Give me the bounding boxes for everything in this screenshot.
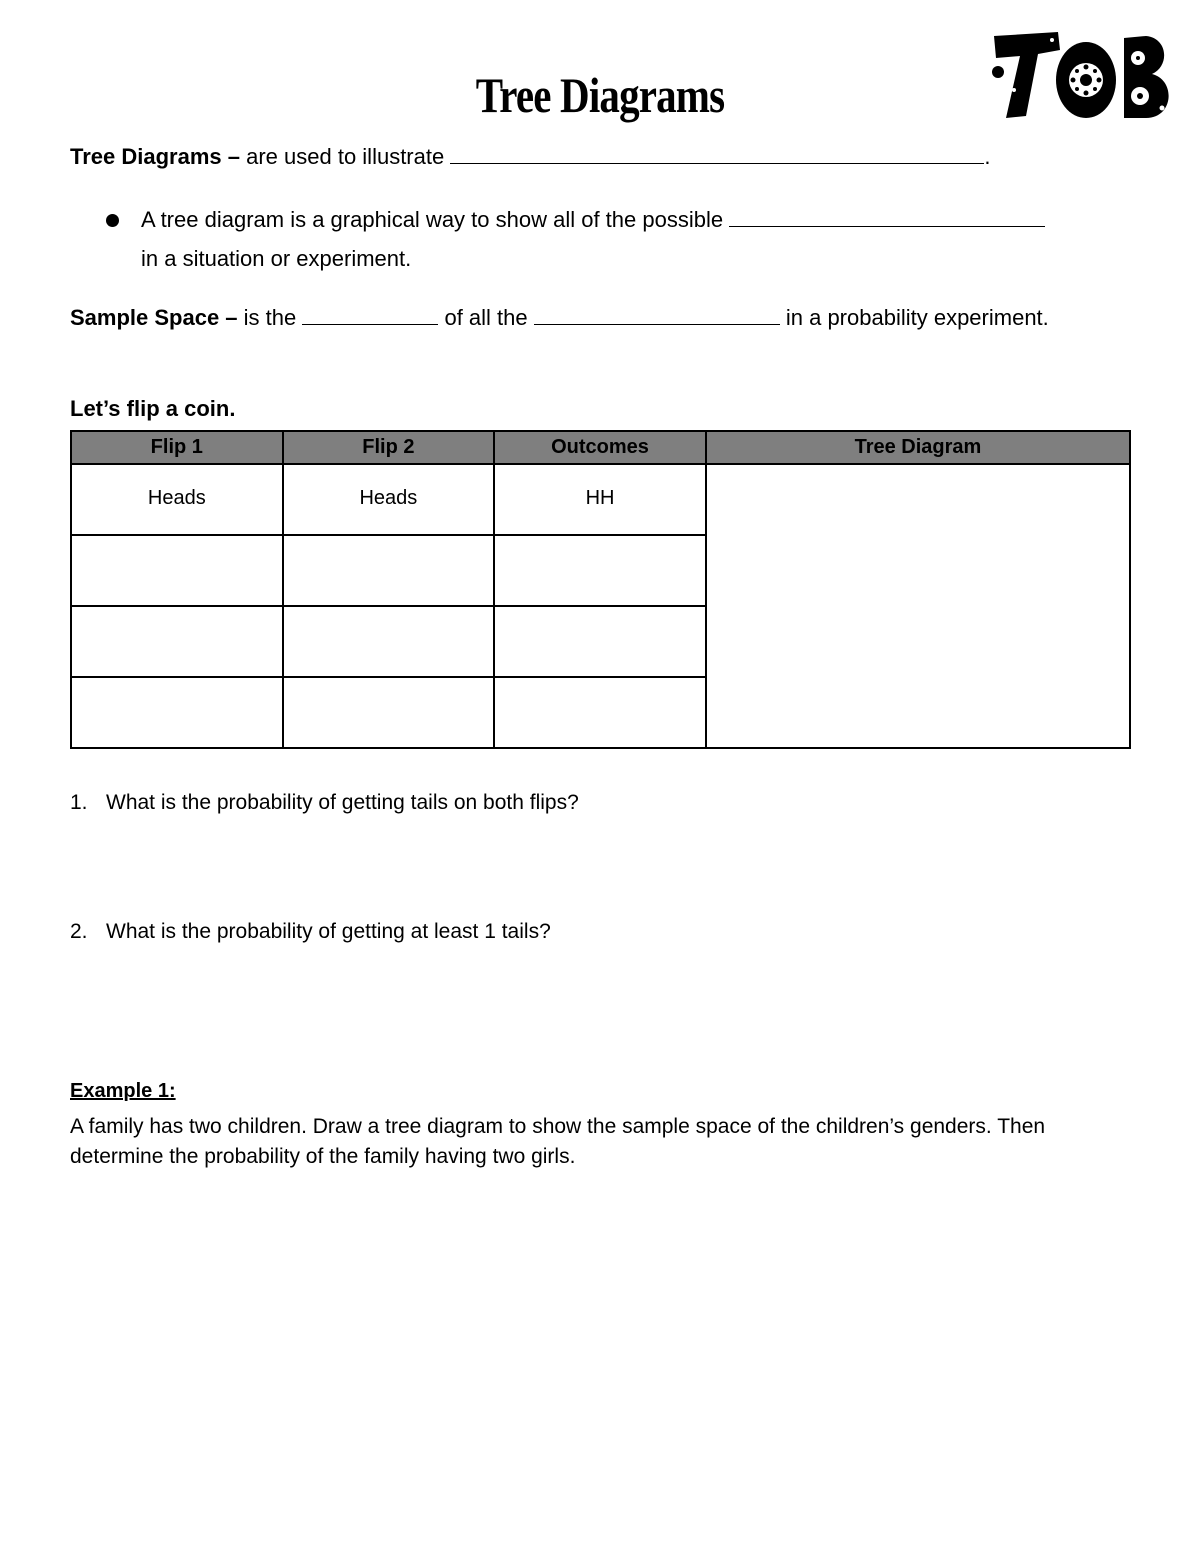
coin-section-heading: Let’s flip a coin.	[70, 396, 236, 421]
term-sample-space: Sample Space	[70, 305, 220, 330]
cell-outcome[interactable]	[494, 606, 706, 677]
definition-tree-diagrams	[70, 144, 990, 170]
cell-flip-1[interactable]	[71, 535, 283, 606]
fill-in-blank[interactable]	[450, 159, 984, 164]
sample-space-text-1: is the	[243, 305, 303, 330]
table-header-row	[71, 431, 1130, 464]
cell-value	[72, 678, 282, 700]
fill-in-blank[interactable]	[534, 320, 780, 325]
cell-value	[72, 607, 282, 629]
question-text: What is the probability of getting at least 1 tails?	[106, 920, 551, 943]
cell-outcome[interactable]	[494, 464, 706, 535]
header-outcomes: Outcomes	[494, 431, 706, 464]
cell-flip-1[interactable]	[71, 677, 283, 748]
definition-sample-space	[70, 305, 1049, 331]
fill-in-blank[interactable]	[729, 222, 1045, 227]
header-tree-diagram: Tree Diagram	[706, 431, 1130, 464]
cell-flip-1[interactable]	[71, 606, 283, 677]
definition-text: are used to illustrate	[246, 144, 451, 169]
cell-flip-2[interactable]	[283, 464, 495, 535]
cell-value	[495, 607, 705, 629]
header-flip-2: Flip 2	[283, 431, 495, 464]
tree-diagram-drawing-area[interactable]	[706, 464, 1130, 748]
bullet-line-2: in a situation or experiment.	[141, 246, 412, 271]
sample-space-text-3: in a probability experiment.	[779, 305, 1049, 330]
cell-value	[495, 536, 705, 558]
fill-in-blank[interactable]	[302, 320, 438, 325]
example-heading: Example 1:	[70, 1080, 176, 1102]
sample-space-text-2: of all the	[438, 305, 534, 330]
bullet-icon	[106, 214, 119, 227]
cell-value	[284, 678, 494, 700]
term-dash: –	[221, 144, 247, 169]
cell-value	[284, 536, 494, 558]
cell-flip-1[interactable]	[71, 464, 283, 535]
cell-value	[495, 678, 705, 700]
cell-value: Heads	[147, 487, 206, 509]
cell-flip-2[interactable]	[283, 535, 495, 606]
bullet-text-1: A tree diagram is a graphical way to show all of the possible	[141, 207, 730, 232]
question-text: What is the probability of getting tails on both flips?	[106, 791, 579, 814]
example-text: A family has two children. Draw a tree diagram to show the sample space of the children’s genders. Then determine the probability of the family having two girls.	[70, 1115, 1046, 1168]
cell-value: Heads	[359, 487, 418, 509]
definition-end: .	[984, 144, 991, 169]
question-1	[70, 791, 579, 815]
question-number: 2.	[70, 920, 88, 943]
cell-outcome[interactable]	[494, 535, 706, 606]
cell-flip-2[interactable]	[283, 606, 495, 677]
cell-value	[72, 536, 282, 558]
cell-outcome[interactable]	[494, 677, 706, 748]
bullet-line-1	[141, 207, 1045, 233]
cell-flip-2[interactable]	[283, 677, 495, 748]
question-2	[70, 920, 551, 944]
page-title: Tree Diagrams	[475, 67, 725, 123]
cell-value: HH	[585, 487, 615, 509]
term-tree-diagrams: Tree Diagrams	[70, 144, 222, 169]
term-dash: –	[219, 305, 244, 330]
cell-value	[284, 607, 494, 629]
header-flip-1: Flip 1	[71, 431, 283, 464]
worksheet-number-badge	[986, 30, 1176, 122]
question-number: 1.	[70, 791, 88, 814]
table-row	[71, 464, 1130, 535]
coin-flip-table	[70, 430, 1131, 749]
